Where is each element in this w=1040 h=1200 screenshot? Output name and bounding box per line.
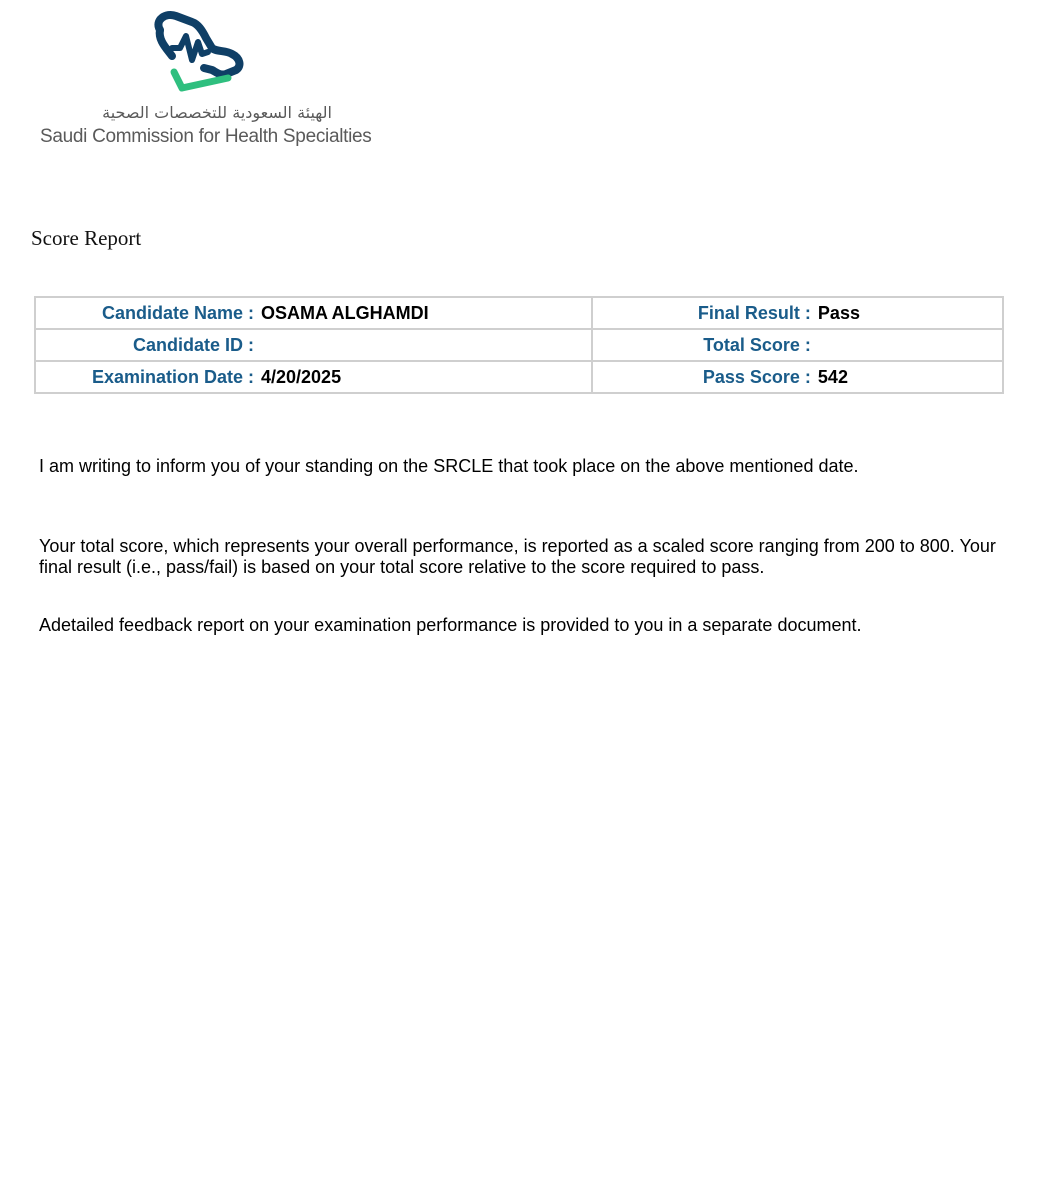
score-explanation-paragraph: Your total score, which represents your overall performance, is reported as a scaled score ranging from 200 to 800. Your final result (i.e., pass/fail) is based on your total score relative to the score required to pass. xyxy=(39,536,996,577)
page-title: Score Report xyxy=(31,226,142,250)
feedback-paragraph: Adetailed feedback report on your examination performance is provided to you in a separate document. xyxy=(39,615,862,635)
table-cell xyxy=(35,329,592,361)
pass-score-label: Pass Score : xyxy=(702,366,811,387)
standing-paragraph: I am writing to inform you of your standing on the SRCLE that took place on the above mentioned date. xyxy=(39,456,859,476)
candidate-id-label: Candidate ID : xyxy=(132,334,254,355)
table-cell xyxy=(35,361,592,393)
logo-outline-left xyxy=(160,30,172,56)
final-result-label: Final Result : xyxy=(697,302,811,323)
table-row xyxy=(35,361,1003,393)
pass-score-value: 542 xyxy=(817,366,848,387)
table-cell xyxy=(592,329,1003,361)
scfhs-logo-icon xyxy=(146,8,256,100)
table-row xyxy=(35,329,1003,361)
table-row xyxy=(35,297,1003,329)
examination-date-value: 4/20/2025 xyxy=(261,366,342,387)
table-cell xyxy=(592,297,1003,329)
table-cell xyxy=(592,361,1003,393)
org-name-english: Saudi Commission for Health Specialties xyxy=(40,126,372,147)
org-name-arabic: الهيئة السعودية للتخصصات الصحية xyxy=(102,103,332,122)
table-cell xyxy=(35,297,592,329)
examination-date-label: Examination Date : xyxy=(91,366,254,387)
organization-logo xyxy=(38,8,372,158)
total-score-label: Total Score : xyxy=(703,334,811,355)
candidate-info-table xyxy=(34,296,1004,394)
final-result-value: Pass xyxy=(817,302,860,323)
candidate-name-value: OSAMA ALGHAMDI xyxy=(261,302,429,323)
candidate-name-label: Candidate Name : xyxy=(101,302,254,323)
